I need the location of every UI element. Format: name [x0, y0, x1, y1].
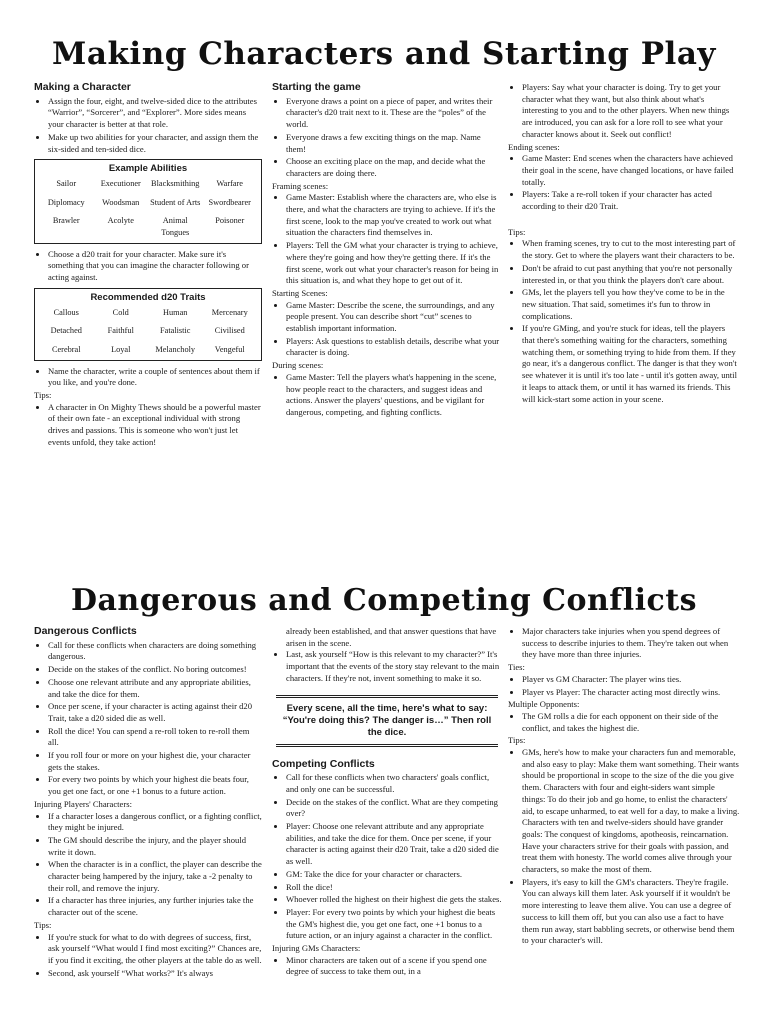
ability-cell: Diplomacy [47, 197, 85, 207]
list-item: • Players: Ask questions to establish details, describe what your character is doing. [286, 336, 502, 359]
list-item: • Don't be afraid to cut past anything that you're not personally interested in, or that you think the players don't care about. [522, 263, 740, 286]
list-item: • GM: Take the dice for your character or characters. [286, 869, 502, 881]
list-item: • GMs, let the players tell you how they've come to be in the new situation. That said, sometimes it's fun to throw in complications. [522, 287, 740, 322]
list-item: • If a character has three injuries, any further injuries take the character out of the scene. [48, 895, 262, 918]
column-scenes-tips [508, 82, 740, 406]
during-list [272, 372, 502, 419]
ability-cell: Executioner [100, 178, 141, 188]
starting-scenes-label: Starting Scenes: [272, 287, 328, 298]
tips-list [508, 238, 740, 405]
competing-list [272, 772, 502, 942]
ability-cell: Swordbearer [208, 197, 251, 207]
list-item: • Decide on the stakes of the conflict. No boring outcomes! [48, 664, 262, 676]
tips-label: Tips: [508, 226, 526, 237]
column-competing-conflicts [272, 626, 502, 979]
column-starting-game [272, 82, 502, 420]
list-item: • When framing scenes, try to cut to the most interesting part of the story. Get to where the players want their characters to be. [522, 238, 740, 261]
section-heading-making-character: Making a Character [34, 81, 131, 93]
list-item: • Make up two abilities for your character, and assign them the six-sided and ten-sided dice. [48, 132, 262, 155]
making-list-3 [34, 366, 262, 389]
making-list-2 [34, 249, 262, 284]
column-ties-tips [508, 626, 740, 948]
section-heading-competing: Competing Conflicts [272, 757, 375, 770]
trait-cell: Human [163, 307, 188, 317]
ties-label: Ties: [508, 662, 525, 673]
ability-cell: Student of Arts [150, 197, 201, 207]
list-item: • If you're GMing, and you're stuck for ideas, tell the players that there's something waiting for the characters, something watching them, or something trying to hide from them. If they go near, it's a dangerous conflict. The danger is that they won't see whatever it is until it's too late - until it's gotten away, until it leaps to attack them, or until it has warned its friends. This will kick-start some action in your scene. [522, 323, 740, 405]
list-item: • Whoever rolled the highest on their highest die gets the stakes. [286, 894, 502, 906]
list-item: • When the character is in a conflict, the player can describe the character being hampered by the injury, take a -2 penalty to their roll, and remove the injury. [48, 859, 262, 894]
list-item: • If a character loses a dangerous conflict, or a fighting conflict, they might be injured. [48, 811, 262, 834]
trait-cell: Fatalistic [160, 326, 191, 336]
list-item: • Everyone draws a few exciting things on the map. Name them! [286, 132, 502, 155]
starting-list [272, 96, 502, 180]
list-item: • Game Master: Establish where the characters are, who else is there, and what the characters are trying to achieve. If it's the first scene, look to the map you've created to work out what situation the characters find themselves in. [286, 192, 502, 239]
major-characters-list [508, 626, 740, 661]
ties-list [508, 674, 740, 698]
continued-text: already been established, and that answer questions that have arisen in the scene. [286, 626, 497, 648]
trait-cell: Faithful [107, 326, 134, 336]
list-item: • Player vs Player: The character acting most directly wins. [522, 687, 740, 699]
traits-grid [39, 307, 257, 356]
list-item: • GMs, here's how to make your characters fun and memorable, and also easy to play: Make them want something. Their wants should be proportional in scope to the size of the die you give them. Characters with four and eight-siders want simple things: To do their job and go home, to enlist the characters' aid, to escape unharmed, to eat well for a day, to make a living. Characters with ten and twelve-siders should have grander goals: The conquest of kingdoms, apotheosis, reincarnation. Have your characters strive for their goals with passion, and treat them with honesty. The world comes alive through your characters, so make the most of them. [522, 747, 740, 876]
list-item: • Players: Tell the GM what your character is trying to achieve, where they're going and how they're getting there. If it's the first scene, work out what your character's reason for being in this situation is, and what they hope to get out of it. [286, 240, 502, 287]
injuring-gm-list [272, 955, 502, 978]
list-item: • Roll the dice! [286, 882, 502, 894]
ability-cell: Poisoner [215, 216, 245, 226]
list-item: • Choose an exciting place on the map, and decide what the characters are doing there. [286, 156, 502, 179]
players-list [508, 82, 740, 141]
recommended-traits-box [34, 288, 262, 361]
tips-list [508, 747, 740, 947]
injuring-gm-label: Injuring GMs Characters: [272, 943, 361, 954]
list-item: • Minor characters are taken out of a scene if you spend one degree of success to take them out, in a [286, 955, 502, 978]
ability-cell: Acolyte [107, 216, 134, 226]
list-item: • Second, ask yourself “What works?” It's always [48, 968, 262, 980]
trait-cell: Mercenary [211, 307, 248, 317]
injuring-list [34, 811, 262, 919]
page-title-top: Making Characters and Starting Play [52, 36, 716, 72]
list-item: • Choose a d20 trait for your character. Make sure it's something that you can imagine the character following or acting against. [48, 249, 262, 284]
list-item: • Players, it's easy to kill the GM's characters. They're fragile. You can always kill them later. Ask yourself if it wouldn't be more interesting to leave them alive. You can use a degree of success to kill them off, but you can also use a fact to have them run away, start babbling secrets, or otherwise bend them to your character's will. [522, 877, 740, 947]
framing-list [272, 192, 502, 287]
ability-cell: Warfare [216, 178, 243, 188]
ability-cell: Woodsman [102, 197, 140, 207]
list-item: • Roll the dice! You can spend a re-roll token to re-roll them all. [48, 726, 262, 749]
list-item: • Assign the four, eight, and twelve-sided dice to the attributes “Warrior”, “Sorcerer”, and “Explorer”. More sides means your character is better at that role. [48, 96, 262, 131]
during-label: During scenes: [272, 360, 324, 371]
list-item: • Everyone draws a point on a piece of paper, and writes their character's d20 trait next to it. These are the “poles” of the world. [286, 96, 502, 131]
ability-cell: Brawler [52, 216, 80, 226]
trait-cell: Loyal [111, 344, 131, 354]
list-item: • Call for these conflicts when characters are doing something dangerous. [48, 640, 262, 663]
relevance-list [272, 649, 502, 684]
tips-label: Tips: [34, 390, 52, 401]
ability-cell: Sailor [56, 178, 77, 188]
danger-quote-box: Every scene, all the time, here's what to say: “You're doing this? The danger is…” Then roll the dice. [276, 695, 498, 747]
list-item: • Game Master: Describe the scene, the surroundings, and any people present. You can describe short “cut” scenes to establish important information. [286, 300, 502, 335]
column-dangerous-conflicts [34, 626, 262, 980]
multiple-opponents-label: Multiple Opponents: [508, 699, 580, 710]
ability-cell: Blacksmithing [151, 178, 200, 188]
list-item: • Game Master: Tell the players what's happening in the scene, how people react to the characters, and suggest ideas and actions. Answer the players' questions, and be vigilant for dangerous, competing, and fighting conflicts. [286, 372, 502, 419]
starting-scenes-list [272, 300, 502, 360]
section-heading-dangerous: Dangerous Conflicts [34, 625, 137, 637]
trait-cell: Callous [53, 307, 79, 317]
ending-list [508, 153, 740, 213]
list-item: • Call for these conflicts when two characters' goals conflict, and only one can be successful. [286, 772, 502, 795]
list-item: • If you roll four or more on your highest die, your character gets the stakes. [48, 750, 262, 773]
list-item: • Player: For every two points by which your highest die beats the GM's highest die, you get one fact, one +1 bonus to a future action, or an injury against a character in the conflict. [286, 907, 502, 942]
list-item: • Once per scene, if your character is acting against their d20 Trait, take a d20 sided die as well. [48, 701, 262, 724]
abilities-grid [39, 178, 257, 239]
ability-cell: Animal Tongues [161, 216, 190, 238]
trait-cell: Cold [112, 307, 129, 317]
list-item: • Player vs GM Character: The player wins ties. [522, 674, 740, 686]
list-item: • Decide on the stakes of the conflict. What are they competing over? [286, 797, 502, 820]
example-abilities-box [34, 159, 262, 244]
list-item: • Name the character, write a couple of sentences about them if you like, and you're done. [48, 366, 262, 389]
list-item: • For every two points by which your highest die beats four, you get one fact, or one +1 bonus to a future action. [48, 774, 262, 797]
section-heading-starting-game: Starting the game [272, 81, 361, 93]
trait-cell: Cerebral [51, 344, 81, 354]
making-list [34, 96, 262, 156]
trait-cell: Melancholy [155, 344, 196, 354]
tips-list [34, 932, 262, 980]
list-item: • Major characters take injuries when you spend degrees of success to describe injuries to them. They're taken out when they have more than three injuries. [522, 626, 740, 661]
list-item: • If you're stuck for what to do with degrees of success, first, ask yourself “What would I find most exciting?” Chances are, if you find it exciting, the other players at the table do as well. [48, 932, 262, 967]
column-making-character [34, 82, 262, 450]
trait-cell: Civilised [214, 326, 245, 336]
box-title: Recommended d20 Traits [90, 291, 206, 303]
list-item: • A character in On Mighty Thews should be a powerful master of their own fate - an exceptional individual with strong drives and passions. This is someone who won't just let events unfold, they take action! [48, 402, 262, 449]
tips-label: Tips: [508, 735, 526, 746]
list-item: • Game Master: End scenes when the characters have achieved their goal in the scene, have changed locations, or have failed totally. [522, 153, 740, 188]
trait-cell: Detached [50, 326, 82, 336]
framing-label: Framing scenes: [272, 180, 329, 191]
list-item: • The GM rolls a die for each opponent on their side of the conflict, and takes the highest die. [522, 711, 740, 734]
list-item: • Last, ask yourself “How is this relevant to my character?” It's important that the events of the story stay relevant to the main characters. If they're not, invent something to make it so. [286, 649, 502, 684]
list-item: • The GM should describe the injury, and the player should write it down. [48, 835, 262, 858]
box-title: Example Abilities [108, 163, 188, 175]
list-item: • Players: Take a re-roll token if your character has acted according to their d20 Trait. [522, 189, 740, 212]
dangerous-list [34, 640, 262, 798]
tips-label: Tips: [34, 919, 52, 930]
list-item: • Players: Say what your character is doing. Try to get your character what they want, but also think about what's interesting to you and to the other players. When new things are introduced, you can ask for a lore roll to see what your character knows about it. Seek out conflict! [522, 82, 740, 141]
injuring-label: Injuring Players' Characters: [34, 798, 132, 809]
trait-cell: Vengeful [214, 344, 245, 354]
ending-label: Ending scenes: [508, 141, 560, 152]
page-title-bottom: Dangerous and Competing Conflicts [70, 583, 698, 618]
list-item: • Choose one relevant attribute and any appropriate abilities, and take the dice for them. [48, 677, 262, 700]
tips-list [34, 402, 262, 449]
list-item: • Player: Choose one relevant attribute and any appropriate abilities, and take the dice for them. Once per scene, if your character is acting against their d20 Trait, take a d20 sided die as well. [286, 821, 502, 868]
multiple-opponents-list [508, 711, 740, 734]
